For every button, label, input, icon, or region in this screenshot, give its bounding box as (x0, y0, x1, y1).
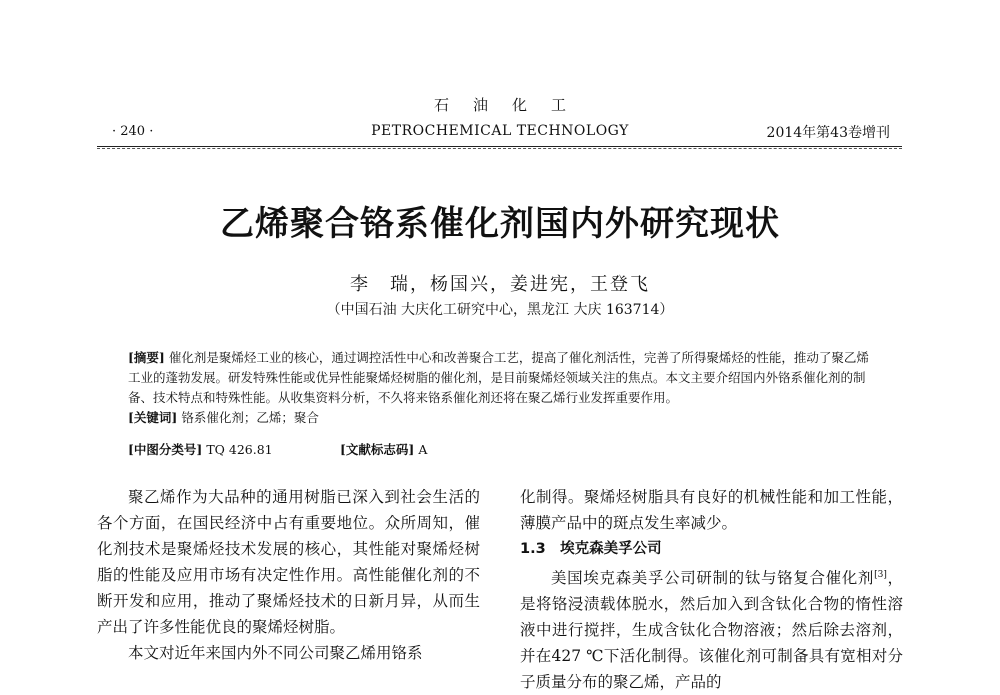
classification-number: TQ 426.81 (206, 442, 273, 457)
journal-name-chinese: 石油化工 (433, 96, 590, 114)
body-paragraph (520, 562, 903, 695)
body-text: 美国埃克森美孚公司研制的钛与铬复合催化剂 (551, 569, 875, 588)
abstract-block (128, 348, 880, 428)
classification-line (128, 440, 273, 458)
abstract-paragraph (128, 348, 880, 408)
classification-label: [中图分类号] (128, 442, 203, 457)
body-paragraph: 聚乙烯作为大品种的通用树脂已深入到社会生活的各个方面，在国民经济中占有重要地位。众所周知，催化剂技术是聚烯烃技术发展的核心，其性能对聚烯烃树脂的性能及应用市场有决定性作用。高性能催化剂的不断开发和应用，推动了聚烯烃技术的日新月异，从而生产出了许多性能优良的聚烯烃树脂。 (97, 488, 480, 636)
abstract-text: 催化剂是聚烯烃工业的核心，通过调控活性中心和改善聚合工艺，提高了催化剂活性，完善了所得聚烯烃的性能，推动了聚乙烯工业的蓬勃发展。研发特殊性能或优异性能聚烯烃树脂的催化剂，是目前聚烯烃领域关注的焦点。本文主要介绍国内外铬系催化剂的制备、技术特点和特殊性能。从收集资料分析，不久将来铬系催化剂还将在聚乙烯行业发挥重要作用。 (128, 350, 869, 405)
document-code: A (418, 442, 428, 457)
document-code-line (340, 440, 427, 458)
header-rule (97, 146, 902, 147)
abstract-label: [摘要] (128, 350, 165, 365)
body-paragraph: 化制得。聚烯烃树脂具有良好的机械性能和加工性能，薄膜产品中的斑点发生率减少。 (520, 488, 903, 532)
body-paragraph: 本文对近年来国内外不同公司聚乙烯用铬系 (128, 644, 423, 662)
body-text: ，是将铬浸渍载体脱水，然后加入到含钛化合物的惰性溶液中进行搅拌，生成含钛化合物溶液；然后除去溶剂，并在427 ℃下活化制得。该催化剂可制备具有宽相对分子质量分布的聚乙烯，产品的 (520, 569, 903, 692)
authors: 李 瑞，杨国兴，姜进宪，王登飞 (350, 274, 650, 295)
keywords: 铬系催化剂；乙烯；聚合 (181, 410, 319, 425)
body-column-right (520, 484, 903, 695)
document-code-label: [文献标志码] (340, 442, 415, 457)
citation-ref[interactable]: [3] (874, 570, 887, 580)
affiliation: （中国石油 大庆化工研究中心，黑龙江 大庆 163714） (326, 302, 674, 318)
page-number: · 240 · (112, 124, 154, 139)
keywords-label: [关键词] (128, 410, 178, 425)
article-title: 乙烯聚合铬系催化剂国内外研究现状 (220, 204, 780, 244)
keywords-line (128, 408, 880, 428)
section-heading: 1.3 埃克森美孚公司 (520, 541, 662, 557)
journal-name-english: PETROCHEMICAL TECHNOLOGY (371, 123, 629, 139)
header-rule-dashed (97, 148, 902, 149)
issue-info: 2014年第43卷增刊 (766, 125, 890, 141)
body-column-left (97, 484, 480, 666)
